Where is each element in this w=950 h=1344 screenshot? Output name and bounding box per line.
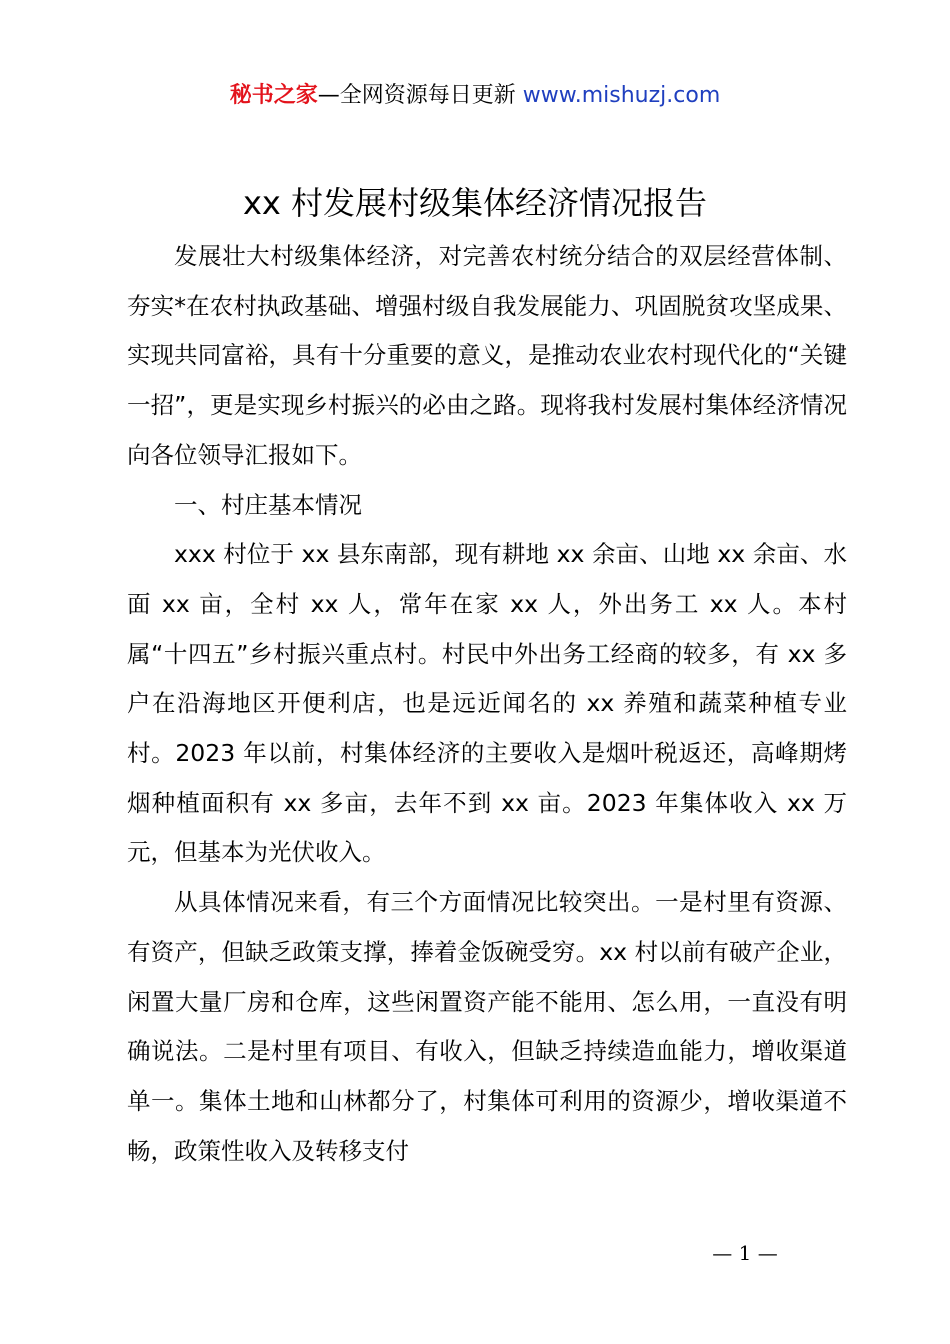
site-tagline: —全网资源每日更新 bbox=[317, 83, 516, 108]
body-paragraph: 从具体情况来看，有三个方面情况比较突出。一是村里有资源、有资产，但缺乏政策支撑，捧着金饭碗受穷。xx 村以前有破产企业，闲置大量厂房和仓库，这些闲置资产能不能用、怎么用，一直没有明确说法。二是村里有项目、有收入，但缺乏持续造血能力，增收渠道单一。集体土地和山林都分了，村集体可利用的资源少，增收渠道不畅，政策性收入及转移支付 bbox=[127, 888, 847, 1165]
document-body bbox=[127, 232, 847, 1176]
body-paragraph: xxx 村位于 xx 县东南部，现有耕地 xx 余亩、山地 xx 余亩、水面 xx 亩，全村 xx 人，常年在家 xx 人，外出务工 xx 人。本村属“十四五”乡村振兴重点村。村民中外出务工经商的较多，有 xx 多户在沿海地区开便利店，也是远近闻名的 xx 养殖和蔬菜种植专业村。2023 年以前，村集体经济的主要收入是烟叶税返还，高峰期烤烟种植面积有 xx 多亩，去年不到 xx 亩。2023 年集体收入 xx 万元，但基本为光伏收入。 bbox=[127, 540, 847, 867]
document-title: xx 村发展村级集体经济情况报告 bbox=[242, 184, 708, 222]
site-url-link[interactable]: www.mishuzj.com bbox=[522, 83, 721, 108]
section-heading: 一、村庄基本情况 bbox=[174, 490, 362, 519]
site-header bbox=[0, 80, 950, 112]
intro-paragraph: 发展壮大村级集体经济，对完善农村统分结合的双层经营体制、夯实*在农村执政基础、增强村级自我发展能力、巩固脱贫攻坚成果、实现共同富裕，具有十分重要的意义，是推动农业农村现代化的“关键一招”，更是实现乡村振兴的必由之路。现将我村发展村集体经济情况向各位领导汇报如下。 bbox=[127, 242, 847, 469]
page-number: — 1 — bbox=[712, 1241, 778, 1265]
site-brand: 秘书之家 bbox=[229, 83, 318, 108]
